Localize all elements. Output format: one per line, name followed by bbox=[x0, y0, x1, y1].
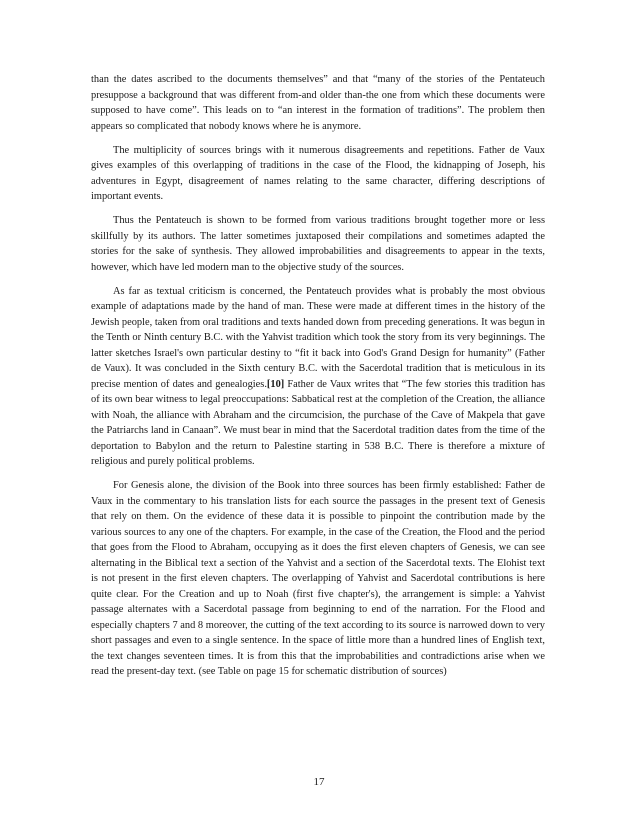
paragraph-4 bbox=[91, 284, 545, 470]
paragraph-1: than the dates ascribed to the documents themselves” and that “many of the stories of the Pentateuch presuppose a background that was different from-and older than-the one from which these documents were supposed to have come”. This leads on to “an interest in the formation of traditions”. The problem then appears so complicated that nobody knows where he is anymore. bbox=[91, 74, 545, 132]
page-number: 17 bbox=[313, 776, 325, 788]
paragraph-4-text-after: Father de Vaux writes that “The few stories this tradition has of its own bear witness to legal preoccupations: Sabbatical rest at the completion of the Creation, the alliance with Noah, the alliance with Abraham and the circumcision, the purchase of the Cave of Makpela that gave the Patriarchs land in Canaan”. We must bear in mind that the Sacerdotal tradition dates from the time of the deportation to Babylon and the return to Palestine starting in 538 B.C. There is therefore a mixture of religious and purely political problems. bbox=[91, 378, 545, 467]
paragraph-2: The multiplicity of sources brings with it numerous disagreements and repetitions. Father de Vaux gives examples of this overlapping of traditions in the case of the Flood, the kidnapping of Joseph, his adventures in Egypt, disagreement of names relating to the same character, differing descriptions of important events. bbox=[91, 144, 545, 202]
paragraph-3: Thus the Pentateuch is shown to be formed from various traditions brought together more or less skillfully by its authors. The latter sometimes juxtaposed their compilations and sometimes adapted the stories for the sake of synthesis. They allowed improbabilities and disagreements to appear in the texts, however, which have led modern man to the objective study of the sources. bbox=[91, 215, 545, 273]
footnote-reference: [10] bbox=[266, 378, 285, 390]
paragraph-5: For Genesis alone, the division of the Book into three sources has been firmly established: Father de Vaux in the commentary to his translation lists for each source the passages in the present text of Genesis that rely on them. On the evidence of these data it is possible to pinpoint the contribution made by the various sources to any one of the chapters. For example, in the case of the Creation, the Flood and the period that goes from the Flood to Abraham, occupying as it does the first eleven chapters of Genesis, we can see alternating in the Biblical text a section of the Yahvist and a section of the Sacerdotal texts. The Elohist text is not present in the first eleven chapters. The overlapping of Yahvist and Sacerdotal contributions is here quite clear. For the Creation and up to Noah (first five chapter's), the arrangement is simple: a Yahvist passage alternates with a Sacerdotal passage from beginning to end of the narration. For the Flood and especially chapters 7 and 8 moreover, the cutting of the text according to its source is narrowed down to very short passages and even to a single sentence. In the space of little more than a hundred lines of English text, the text changes seventeen times. It is from this that the improbabilities and contradictions arise when we read the present-day text. (see Table on page 15 for schematic distribution of sources) bbox=[91, 480, 545, 677]
paragraph-4-text-before: As far as textual criticism is concerned, the Pentateuch provides what is probably the most obvious example of adaptations made by the hand of man. These were made at different times in the history of the Jewish people, taken from oral traditions and texts handed down from preceding generations. It was begun in the Tenth or Ninth century B.C. with the Yahvist tradition which took the story from its very beginnings. The latter sketches Israel's own particular destiny to “fit it back into God's Grand Design for humanity” (Father de Vaux). It was concluded in the Sixth century B.C. with the Sacerdotal tradition that is meticulous in its precise mention of dates and genealogies. bbox=[91, 285, 545, 390]
document-body bbox=[91, 72, 545, 688]
